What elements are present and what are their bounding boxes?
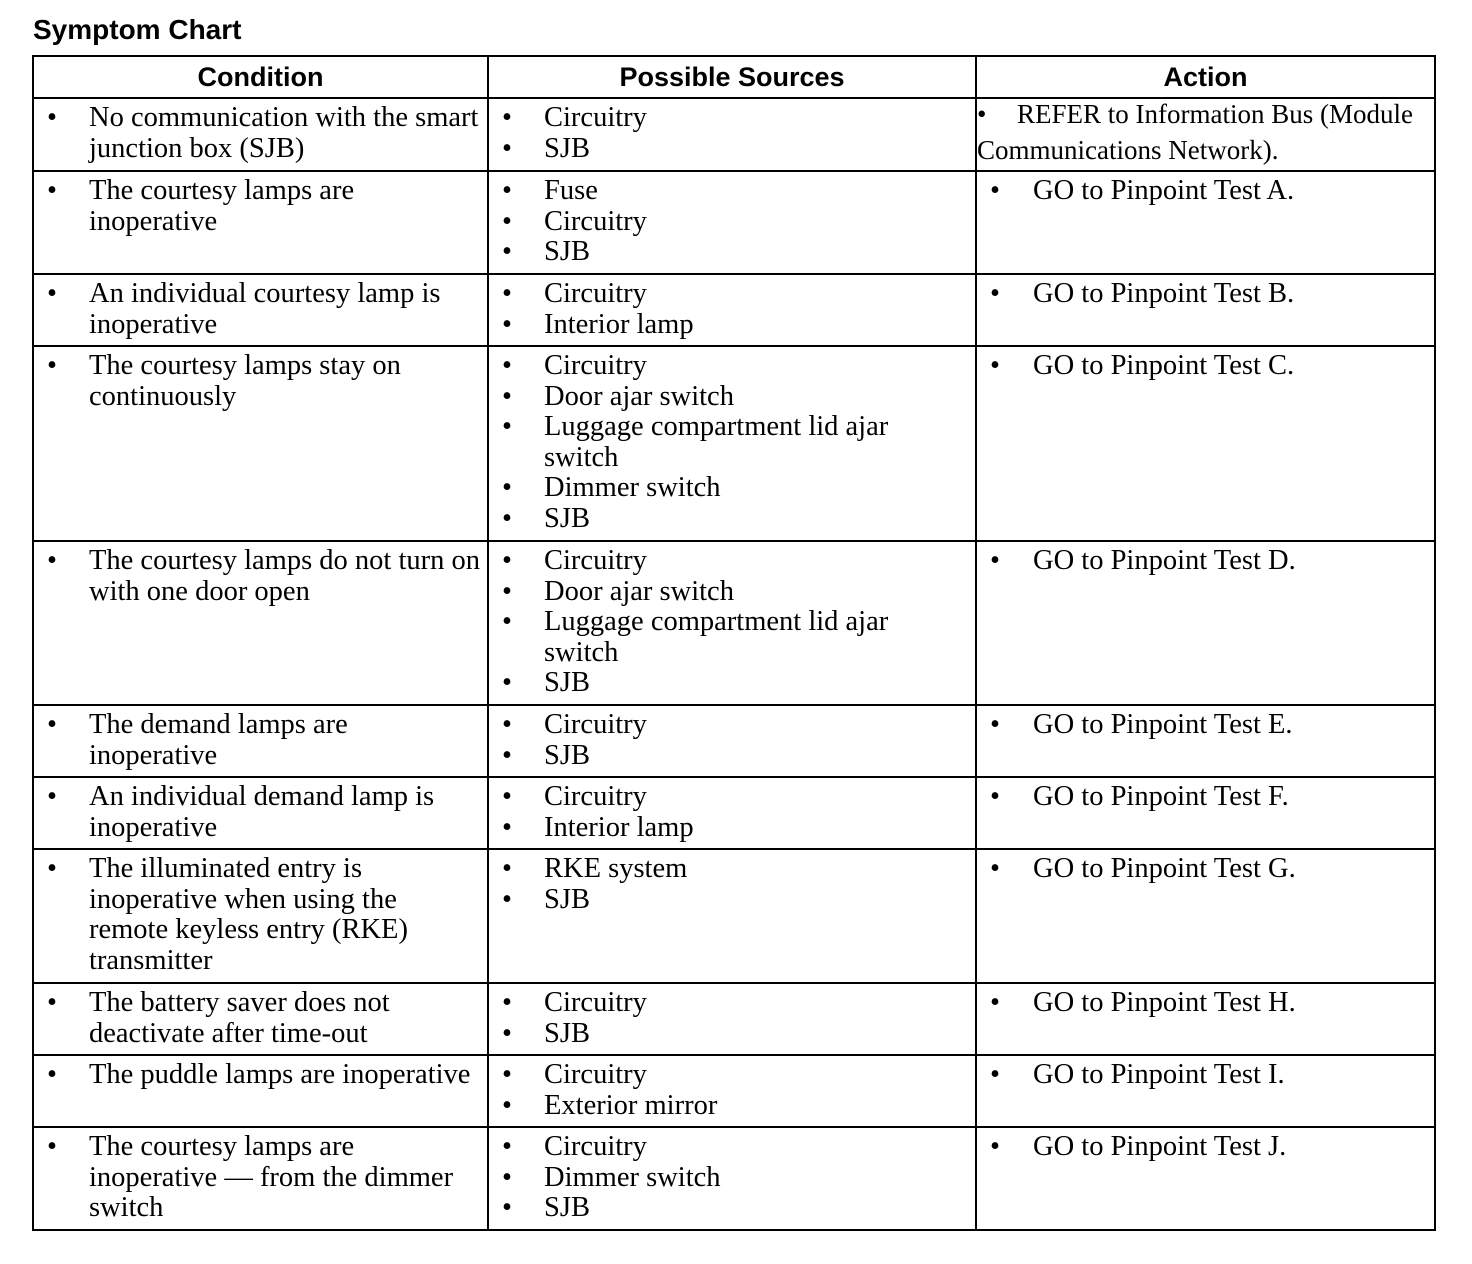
- table-row: [33, 777, 1435, 849]
- action-text: • GO to Pinpoint Test I.: [977, 1060, 1428, 1091]
- possible-sources-cell: [488, 171, 976, 274]
- source-item: • Dimmer switch: [489, 473, 969, 504]
- action-cell: [976, 849, 1435, 983]
- condition-text: • An individual demand lamp is inoperative: [34, 782, 481, 843]
- source-item: • Circuitry: [489, 1060, 969, 1091]
- source-item: • Luggage compartment lid ajar switch: [489, 607, 969, 668]
- source-item: • Circuitry: [489, 710, 969, 741]
- action-cell: [976, 98, 1435, 171]
- action-text: • GO to Pinpoint Test J.: [977, 1132, 1428, 1163]
- possible-sources-cell: [488, 346, 976, 541]
- source-item: • Circuitry: [489, 546, 969, 577]
- table-row: [33, 346, 1435, 541]
- source-item: • Door ajar switch: [489, 382, 969, 413]
- condition-text: • The courtesy lamps do not turn on with one door open: [34, 546, 481, 607]
- condition-text: • An individual courtesy lamp is inoperative: [34, 279, 481, 340]
- action-cell: [976, 777, 1435, 849]
- source-item: • Door ajar switch: [489, 577, 969, 608]
- condition-cell: [33, 849, 488, 983]
- source-item: • Interior lamp: [489, 813, 969, 844]
- condition-cell: [33, 171, 488, 274]
- table-row: [33, 983, 1435, 1055]
- source-item: • Circuitry: [489, 782, 969, 813]
- source-item: • SJB: [489, 504, 969, 535]
- table-row: [33, 1055, 1435, 1127]
- table-row: [33, 171, 1435, 274]
- condition-text: • The courtesy lamps are inoperative: [34, 176, 481, 237]
- action-text: REFER to Information Bus (Module Communications Network).: [977, 99, 1413, 165]
- action-text: • GO to Pinpoint Test A.: [977, 176, 1428, 207]
- possible-sources-cell: [488, 541, 976, 705]
- source-item: • Circuitry: [489, 103, 969, 134]
- table-body: [33, 98, 1435, 1230]
- condition-cell: [33, 98, 488, 171]
- condition-text: • The demand lamps are inoperative: [34, 710, 481, 771]
- action-text: • GO to Pinpoint Test B.: [977, 279, 1428, 310]
- possible-sources-cell: [488, 705, 976, 777]
- header-action: Action: [976, 56, 1435, 98]
- possible-sources-cell: [488, 983, 976, 1055]
- header-row: [33, 56, 1435, 98]
- action-text: • GO to Pinpoint Test G.: [977, 854, 1428, 885]
- condition-cell: [33, 274, 488, 346]
- action-cell: [976, 1055, 1435, 1127]
- action-cell: [976, 346, 1435, 541]
- source-item: • Exterior mirror: [489, 1091, 969, 1122]
- possible-sources-cell: [488, 849, 976, 983]
- condition-text: • No communication with the smart junction box (SJB): [34, 103, 481, 164]
- action-text: • GO to Pinpoint Test H.: [977, 988, 1428, 1019]
- chart-title: Symptom Chart: [33, 14, 242, 45]
- bullet-icon: •: [977, 99, 987, 129]
- table-row: [33, 541, 1435, 705]
- source-item: • SJB: [489, 134, 969, 165]
- source-item: • Circuitry: [489, 351, 969, 382]
- condition-cell: [33, 705, 488, 777]
- source-item: • Interior lamp: [489, 310, 969, 341]
- possible-sources-cell: [488, 1055, 976, 1127]
- action-cell: [976, 274, 1435, 346]
- action-text: • GO to Pinpoint Test C.: [977, 351, 1428, 382]
- action-text: • GO to Pinpoint Test D.: [977, 546, 1428, 577]
- possible-sources-cell: [488, 274, 976, 346]
- table-row: [33, 1127, 1435, 1230]
- condition-text: • The courtesy lamps are inoperative — from the dimmer switch: [34, 1132, 481, 1224]
- source-item: • Luggage compartment lid ajar switch: [489, 412, 969, 473]
- source-item: • RKE system: [489, 854, 969, 885]
- source-item: • SJB: [489, 1193, 969, 1224]
- source-item: • Circuitry: [489, 1132, 969, 1163]
- condition-cell: [33, 777, 488, 849]
- condition-text: • The illuminated entry is inoperative when using the remote keyless entry (RKE) transmitter: [34, 854, 481, 976]
- source-item: • SJB: [489, 237, 969, 268]
- header-possible-sources: Possible Sources: [488, 56, 976, 98]
- action-cell: [976, 1127, 1435, 1230]
- source-item: • Fuse: [489, 176, 969, 207]
- source-item: • Circuitry: [489, 988, 969, 1019]
- symptom-table: [32, 55, 1436, 1231]
- table-row: [33, 705, 1435, 777]
- source-item: • Circuitry: [489, 279, 969, 310]
- action-cell: [976, 541, 1435, 705]
- source-item: • SJB: [489, 885, 969, 916]
- condition-text: • The battery saver does not deactivate after time-out: [34, 988, 481, 1049]
- table-row: [33, 849, 1435, 983]
- source-item: • Dimmer switch: [489, 1163, 969, 1194]
- action-cell: [976, 171, 1435, 274]
- condition-cell: [33, 1055, 488, 1127]
- condition-cell: [33, 346, 488, 541]
- action-text: • GO to Pinpoint Test E.: [977, 710, 1428, 741]
- action-cell: [976, 705, 1435, 777]
- source-item: • Circuitry: [489, 207, 969, 238]
- condition-cell: [33, 1127, 488, 1230]
- source-item: • SJB: [489, 1019, 969, 1050]
- action-cell: [976, 983, 1435, 1055]
- possible-sources-cell: [488, 1127, 976, 1230]
- action-text: • GO to Pinpoint Test F.: [977, 782, 1428, 813]
- table-row: [33, 274, 1435, 346]
- source-item: • SJB: [489, 741, 969, 772]
- condition-text: • The puddle lamps are inoperative: [34, 1060, 481, 1091]
- possible-sources-cell: [488, 98, 976, 171]
- condition-cell: [33, 541, 488, 705]
- condition-cell: [33, 983, 488, 1055]
- header-condition: Condition: [33, 56, 488, 98]
- source-item: • SJB: [489, 668, 969, 699]
- table-row: [33, 98, 1435, 171]
- condition-text: • The courtesy lamps stay on continuously: [34, 351, 481, 412]
- possible-sources-cell: [488, 777, 976, 849]
